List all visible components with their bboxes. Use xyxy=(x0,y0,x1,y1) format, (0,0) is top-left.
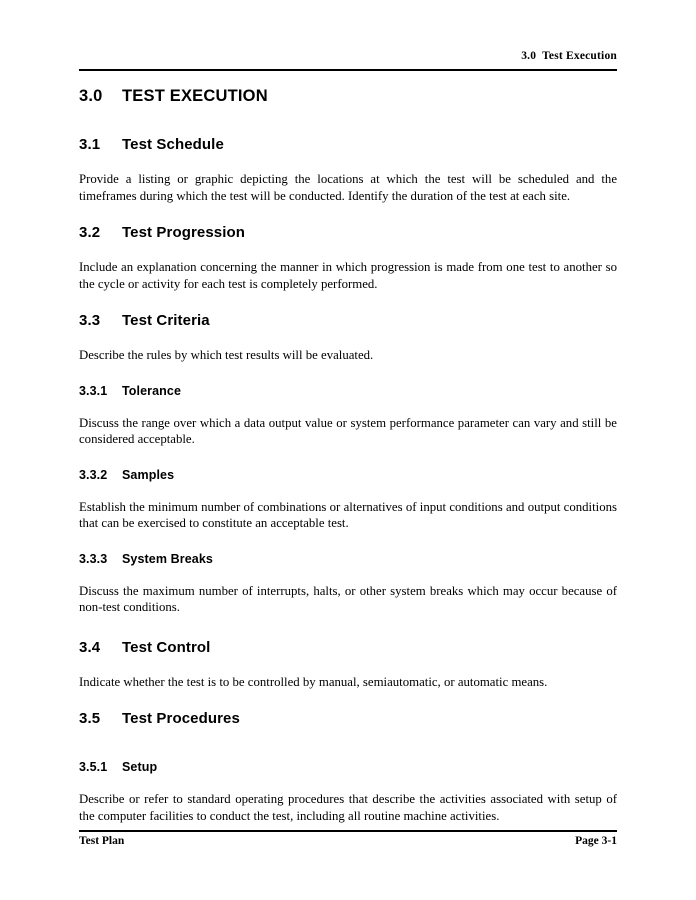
heading-3-4 xyxy=(79,638,617,657)
paragraph-3-3-1: Discuss the range over which a data output value or system performance parameter can vary and still be considered acceptable. xyxy=(79,415,617,446)
spacer xyxy=(79,154,617,171)
heading-3-5-1-number: 3.5.1 xyxy=(79,760,108,774)
paragraph-3-4: Indicate whether the test is to be controlled by manual, semiautomatic, or automatic means. xyxy=(79,674,548,689)
heading-3-3-3-title: System Breaks xyxy=(122,551,213,566)
heading-3-0 xyxy=(79,86,617,106)
paragraph-3-3: Describe the rules by which test results will be evaluated. xyxy=(79,348,374,362)
spacer xyxy=(79,775,617,791)
spacer xyxy=(79,616,617,638)
heading-3-3-1-number: 3.3.1 xyxy=(79,383,108,398)
spacer xyxy=(79,242,617,259)
heading-3-2-number: 3.2 xyxy=(79,224,101,241)
running-footer xyxy=(79,834,617,848)
header-rule xyxy=(79,69,617,71)
heading-3-3-2 xyxy=(79,467,617,483)
heading-3-5 xyxy=(79,709,617,728)
heading-3-5-1-title: Setup xyxy=(122,760,158,774)
paragraph-3-3-3: Discuss the maximum number of interrupts, halts, or other system breaks which may occur because of non-test conditions. xyxy=(79,583,617,614)
heading-3-3-2-title: Samples xyxy=(122,467,175,482)
heading-3-0-number: 3.0 xyxy=(79,87,103,105)
heading-3-3 xyxy=(79,311,617,330)
heading-3-1-number: 3.1 xyxy=(79,136,101,153)
spacer xyxy=(79,448,617,467)
running-header xyxy=(79,50,617,63)
heading-3-4-number: 3.4 xyxy=(79,638,101,656)
spacer xyxy=(79,330,617,347)
paragraph-3-2: Include an explanation concerning the manner in which progression is made from one test to another so the cycle or activity for each test is completely performed. xyxy=(79,260,617,291)
spacer xyxy=(79,292,617,311)
heading-3-3-1-title: Tolerance xyxy=(122,383,182,398)
spacer xyxy=(79,483,617,499)
heading-3-3-2-number: 3.3.2 xyxy=(79,467,108,482)
heading-3-3-number: 3.3 xyxy=(79,312,101,329)
spacer xyxy=(79,567,617,583)
spacer xyxy=(79,532,617,551)
footer-document-title: Test Plan xyxy=(79,835,125,847)
spacer xyxy=(79,399,617,415)
spacer xyxy=(79,364,617,383)
spacer xyxy=(79,204,617,223)
heading-3-3-3-number: 3.3.3 xyxy=(79,551,108,566)
footer-page-number: Page 3-1 xyxy=(575,835,617,847)
spacer xyxy=(79,657,617,674)
paragraph-3-3-2: Establish the minimum number of combinations or alternatives of input conditions and output conditions that can be exercised to constitute an acceptable test. xyxy=(79,499,617,530)
heading-3-3-1 xyxy=(79,383,617,399)
heading-3-5-1 xyxy=(79,759,617,775)
spacer xyxy=(79,728,617,759)
heading-3-5-number: 3.5 xyxy=(79,710,101,727)
heading-3-4-title: Test Control xyxy=(122,638,211,656)
heading-3-3-3 xyxy=(79,551,617,567)
footer-rule xyxy=(79,830,617,832)
heading-3-1 xyxy=(79,135,617,154)
heading-3-2-title: Test Progression xyxy=(122,224,246,241)
heading-3-5-title: Test Procedures xyxy=(122,710,240,727)
document-body xyxy=(79,86,617,824)
spacer xyxy=(79,690,617,709)
heading-3-0-title: TEST EXECUTION xyxy=(122,87,268,105)
running-header-text: 3.0 Test Execution xyxy=(521,50,617,62)
spacer xyxy=(79,106,617,135)
paragraph-3-1: Provide a listing or graphic depicting the locations at which the test will be scheduled and the timeframes during which the test will be conducted. Identify the duration of the test at each site. xyxy=(79,172,617,203)
heading-3-2 xyxy=(79,223,617,242)
heading-3-3-title: Test Criteria xyxy=(122,312,210,329)
heading-3-1-title: Test Schedule xyxy=(122,136,224,153)
paragraph-3-5-1: Describe or refer to standard operating procedures that describe the activities associated with setup of the computer facilities to conduct the test, including all routine machine activities. xyxy=(79,792,617,823)
